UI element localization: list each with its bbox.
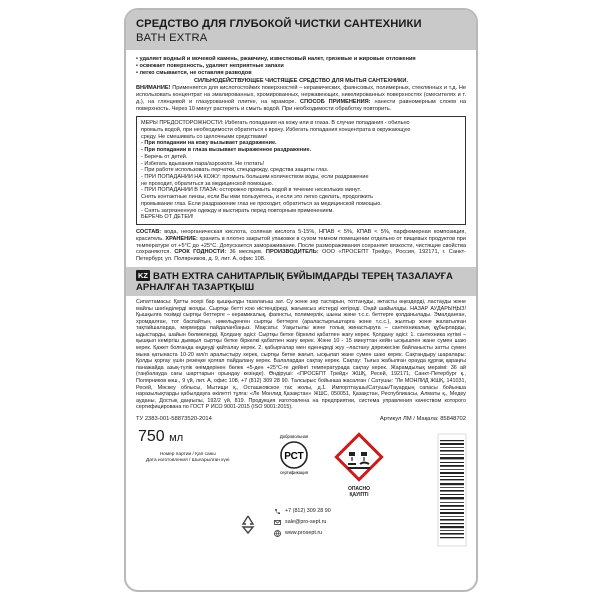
web-text: www.prosept.ru — [285, 530, 323, 536]
contact-phone — [274, 506, 331, 517]
attention-label: ВНИМАНИЕ! — [136, 85, 171, 92]
method-label: СПОСОБ ПРИМЕНЕНИЯ: — [296, 98, 371, 105]
contact-email — [274, 517, 331, 528]
hazard-word-kz: ҚАУІПТІ — [349, 492, 369, 498]
mail-icon — [274, 519, 281, 526]
composition-body: вода, неорганическая кислота, соляная кислота 5-15%, НПАВ < 5%, КПАВ < 5%, парфюмерная композиция, краситель. — [136, 228, 466, 242]
method-text: нанести равномерным слоем на поверхность. Через 10 минут растереть и смыть водой. При необходимости обработку повторить. — [136, 98, 466, 112]
feature-bullets — [136, 56, 466, 76]
ru-content — [126, 50, 476, 263]
email-text: sale@pro-sept.ru — [285, 519, 327, 525]
contacts — [274, 506, 331, 539]
phone-text: +7 (812) 309 28 90 — [285, 508, 331, 514]
precaution-line: БЕРЕЧЬ ОТ ДЕТЕЙ! — [141, 214, 194, 221]
precaution-line: - Беречь от детей. — [141, 153, 188, 160]
kz-badge: KZ — [138, 270, 148, 280]
product-label — [124, 8, 478, 592]
maker-label: ПРОИЗВОДИТЕЛЬ: — [262, 249, 319, 256]
bullet-item: • удаляет водный и мочевой камень, ржавчину, известковый налет, грязевые и жировые отложения — [136, 56, 416, 62]
rst-certification-icon — [274, 432, 314, 476]
batch-number-label: Номер партии / Қап саны — [159, 452, 216, 457]
kz-header-band — [126, 267, 476, 296]
batch-info — [146, 452, 229, 464]
precaution-line: промывание глаз. Если раздражение глаз не проходит, обратиться за медицинской помощью. — [141, 200, 382, 207]
meta-row — [126, 411, 476, 422]
contact-web — [274, 528, 331, 539]
precaution-line: - Избегать вдыхания пара/аэрозоля. Не глотать! — [141, 160, 265, 167]
precautions-box — [136, 116, 466, 225]
hazard-signal-word — [334, 486, 384, 498]
header-band — [126, 10, 476, 50]
volume — [138, 428, 183, 446]
hazard-word-ru: ОПАСНО — [347, 486, 371, 492]
precaution-line: - ПРИ ПОПАДАНИИ НА КОЖУ: промыть большим количеством воды, если раздражение — [141, 174, 369, 180]
volume-unit: мл — [169, 432, 184, 444]
corrosive-hazard-icon — [332, 430, 386, 484]
precaution-line: - При попадании в глаза вызывает выраженное раздражение. — [141, 147, 312, 154]
tu-code: ТУ 2383-001-58873520-2014 — [136, 416, 212, 422]
precaution-line: МЕРЫ ПРЕДОСТОРОЖНОСТИ: Избегать попадания на кожу или в глаза. В случае попадания - обильно — [141, 120, 410, 127]
precaution-line: - При работе использовать перчатки, спецодежду, средства защиты глаз. — [141, 167, 329, 174]
article-number: Артикул ЛМ / Мақала: 85848702 — [379, 416, 466, 422]
precaution-line: - Снять загрязненную одежду и выстирать перед повторным применением. — [141, 207, 334, 214]
barcode-icon — [436, 426, 468, 552]
globe-icon — [274, 530, 281, 537]
shelf-label: СРОК ГОДНОСТИ: — [171, 249, 227, 256]
phone-icon — [274, 508, 281, 515]
kz-title — [136, 270, 466, 293]
bullet-item: • освежает поверхность, удаляет неприятные запахи — [136, 62, 284, 69]
kz-description: Сипаттамасы: Қатты әсері бар қышқылды тазалағыш зат. Су және зәр тастарын, тоттануды, әктасты өңездерді, ластауды және майлы шөгінділерді жояды. Сыртқы беттi кою иістендіреді, жағымсыз иістерді кетіреді. Оңай шайылады. НАЗАР АУДАРЫҢЫЗ! Қышқылға төзімді сыртқы беттерге – керамикалық, фаянсты, полимерлік, шыны және т.с.с. беттерге қолданылады. Эмалданған, хромдалған, тот баспайтын, никельденген сыртқы беттерге (араластырғыштарға және т.с.с.), жылтыр және жалатылған тақтайшаларда, мәрмәрда пайдаланбаңыз. Мақсаты: Уақытылы және толық жинастыруға – сантехникалық құбырларды, ыдыстарды, шайын бөлмелерді, Қолдану әдісі: Сыртқы бетке біркелкі қабатпен жағу керек. Қолдану әдісі: 1. сантехника күтімі – қышқыл кеміргіш дымқыл сыртқы бетке біркелкі қабатпен жағу керек. Және 10 - 15 минуттан кейін ысқышпен жане сумен шаю керек. Қажет болғанда өңдеуді қайталау керек. 2. қабырғалар мен еденндеді жуу –ластану дәрежесіне байланысты затты сумен мына қатынаста 10-20 мл/л аралыстыру керек, сыртқы бетке жағып, ысқылап жане сумен шаю керек. Сақтандыру шаралары: Қолды қорғау үшін резеңке қолғап пайдалану керек. Балалардан сақтау керек. Сақтау: Тығыз жабылған орауда құрғақ қараңғы панажайда азық-түлік өнімдерінен бөлек +5-ден +25°С-ге дейінгі температурада сақтау керек. Жарамдылық мерзімі: 36 ай (таңбалауда сағы шарттарын орындау кезінде). Өндіруші: «ПРОСЕПТ Трейд» ЖШҚ, Ресей, 192171, Санкт-Петербург қ., Полярников көш., 9 үй, лит. А, офис 108, +7 (812) 309 28 90. Талсырыс бойынша жасалған / Сатушы: "Ле МОНЛИД ЖШҚ, 141031, Ресей, Мәскеу облысы, Мытищи қ., Осташковское тас жолы, д.1. Импорттаушы/Сатушы/Тауардың сапасы бойынша наразылықтарды қабылдауға өкілетті тұлға: «Ле Монлид Қазақстан» ЖШС, 050051, Қазақстан, Республикасы, Алматы қ., Медеу ауданы, Достық даңғылы, 192/2 үй, 819. Продукция изготовлена на предприятии, система управления качеством которого сертифицирована по ГОСТ Р ИСО 9001-2015 (ISO 9001:2015). — [136, 298, 466, 411]
storage-label: ХРАНЕНИЕ: — [163, 235, 198, 242]
bottom-section — [136, 426, 466, 556]
shelf-body: 36 месяцев. — [226, 249, 263, 256]
product-title: СРЕДСТВО ДЛЯ ГЛУБОКОЙ ЧИСТКИ САНТЕХНИКИ — [136, 18, 422, 30]
cert-mark-text: РСТ — [284, 451, 304, 462]
maker-body: ООО «ПРОСЕПТ Трейд», Россия, 192171, г. Санкт-Петербург, ул. Полярников, д. 9, лит. А, офис 108. — [136, 249, 467, 263]
cert-bottom-text: сертификация — [280, 470, 308, 475]
precaution-line: промыть водой, при необходимости обратиться к врачу. Избегать попадания концентрата в окружающую — [141, 127, 411, 134]
precaution-line: - ПРИ ПОПАДАНИИ В ГЛАЗА: осторожно промыть водой в течение нескольких минут. — [141, 187, 362, 194]
batch-date-label: Дата изготовления / Шығарылған күні — [146, 458, 230, 463]
precaution-line: среду. Не смешивать со щелочными средствами! — [141, 133, 268, 140]
recycle-icon — [236, 512, 260, 536]
precaution-line: Снять контактные линзы, если Вы ими пользуетесь, и если это легко сделать, продолжить — [141, 194, 373, 201]
attention-text: Применяется для кислотостойких поверхностей – керамических, фаянсовых, полимерных, стеклянных и т.д. Не использовать концентрат на эмалированных, хромированных, нержавеющих, никелированных поверхностях (смесителях и т. д.), на глянцевой и глазурованной плитке, на мраморе. — [136, 85, 466, 105]
composition-text — [136, 229, 466, 263]
cert-top-text: Добровольная — [279, 434, 309, 439]
usage-text — [136, 85, 466, 112]
precaution-line: не проходит, обратиться за медицинской помощью. — [141, 180, 274, 187]
bullet-item: • легко смывается, не оставляя разводов — [136, 69, 252, 76]
volume-value: 750 — [138, 428, 165, 445]
precaution-line: - При попадании на кожу вызывает раздражение. — [141, 140, 277, 147]
slogan: СИЛЬНОДЕЙСТВУЮЩЕЕ ЧИСТЯЩЕЕ СРЕДСТВО ДЛЯ МЫТЬЯ САНТЕХНИКИ. — [193, 78, 409, 85]
storage-body: хранить в плотно закрытой упаковке в сухом темном помещении отдельно от пищевых продуктов при температуре от +5°С до +25°С. Допускается замораживание. После размораживания сохраняет вязкости, чистящие свойства сохраняются. — [136, 235, 466, 256]
kz-title-text: BATH EXTRA САНИТАРЛЫҚ БҰЙЫМДАРДЫ ТЕРЕҢ ТАЗАЛАУҒА АРНАЛҒАН ТАЗАРТҚЫШ — [136, 270, 453, 293]
product-subtitle: BATH EXTRA — [136, 32, 208, 44]
composition-label: СОСТАВ: — [136, 228, 162, 235]
